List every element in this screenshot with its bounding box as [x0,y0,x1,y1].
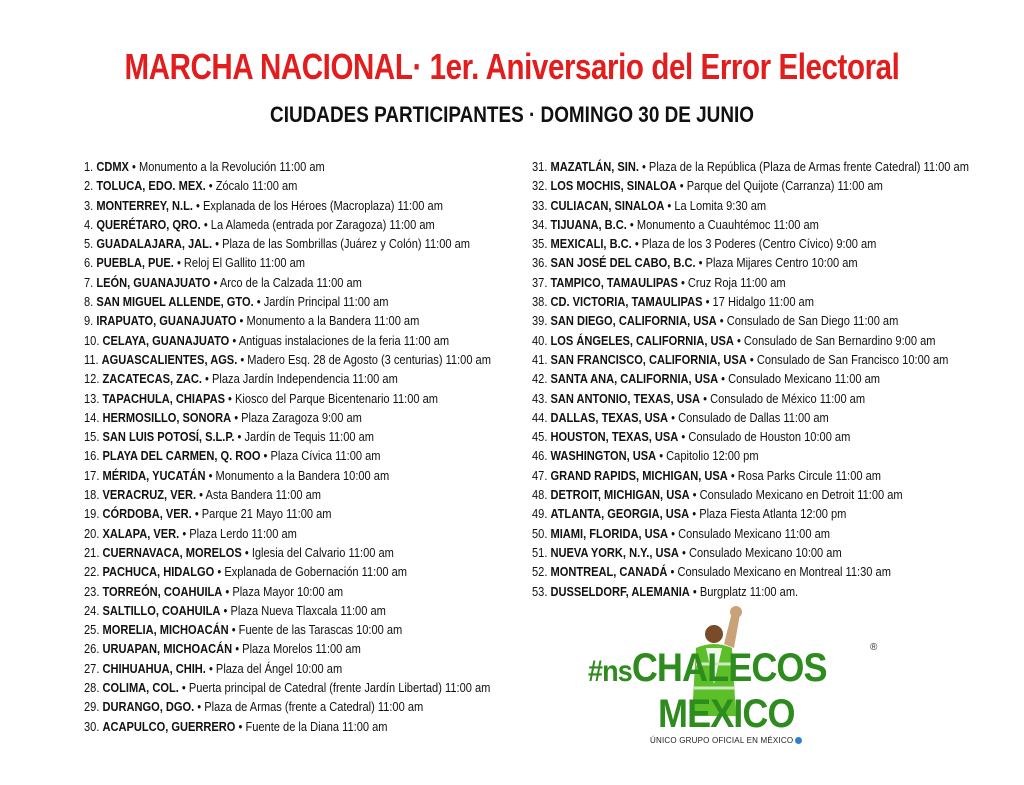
city-name: ATLANTA, GEORGIA, USA [550,506,690,522]
city-row [84,196,491,215]
city-row [84,678,491,697]
city-name: TAMPICO, TAMAULIPAS [550,274,678,290]
city-row [532,389,969,408]
city-venue-time: • Fuente de las Tarascas 10:00 am [228,622,403,638]
logo [588,604,888,764]
city-venue-time: • Monumento a Cuauhtémoc 11:00 am [626,216,819,232]
city-venue-time: • Plaza Lerdo 11:00 am [179,525,297,541]
city-venue-time: • Antiguas instalaciones de la feria 11:00 am [229,332,450,348]
city-number: 10. [84,332,100,348]
city-number: 20. [84,525,100,541]
city-name: ACAPULCO, GUERRERO [102,718,236,734]
city-name: MÉRIDA, YUCATÁN [102,467,206,483]
city-number: 29. [84,699,100,715]
city-venue-time: • Plaza de las Sombrillas (Juárez y Colón) 11:00 am [212,236,470,252]
city-venue-time: • Consulado Mexicano 11:00 am [668,525,830,541]
city-number: 31. [532,159,548,174]
city-name: SAN LUIS POTOSÍ, S.L.P. [102,429,235,445]
city-venue-time: • 17 Hidalgo 11:00 am [702,294,814,310]
city-number: 42. [532,371,548,387]
city-name: LEÓN, GUANAJUATO [96,274,211,290]
city-number: 26. [84,641,100,657]
city-name: ZACATECAS, ZAC. [102,371,202,387]
city-name: DURANGO, DGO. [102,699,195,715]
city-number: 33. [532,197,548,213]
city-venue-time: • Monumento a la Bandera 10:00 am [205,467,390,483]
city-row [84,446,491,465]
city-venue-time: • Explanada de Gobernación 11:00 am [214,564,408,580]
city-name: CHIHUAHUA, CHIH. [102,660,206,676]
city-number: 45. [532,429,548,445]
city-row [84,273,491,292]
registered-mark: ® [870,642,878,653]
city-row [532,485,969,504]
city-number: 32. [532,178,548,194]
city-venue-time: • Plaza de Armas (frente a Catedral) 11:00 am [194,699,424,715]
city-name: PLAYA DEL CARMEN, Q. ROO [102,448,261,464]
city-venue-time: • Consulado de San Francisco 10:00 am [746,351,949,367]
city-name: CÓRDOBA, VER. [102,506,192,522]
city-venue-time: • Puerta principal de Catedral (frente Jardín Libertad) 11:00 am [178,680,491,696]
city-name: SAN JOSÉ DEL CABO, B.C. [550,255,696,271]
city-row [84,620,491,639]
city-name: CD. VICTORIA, TAMAULIPAS [550,294,703,310]
city-venue-time: • Kiosco del Parque Bicentenario 11:00 am [224,390,439,406]
city-venue-time: • Consulado de San Diego 11:00 am [716,313,899,329]
logo-line1: CHALECOS [631,646,827,690]
city-venue-time: • Plaza Morelos 11:00 am [232,641,361,657]
city-number: 3. [84,197,94,213]
city-name: SAN ANTONIO, TEXAS, USA [550,390,701,406]
city-row [84,582,491,601]
page-subtitle: CIUDADES PARTICIPANTES · DOMINGO 30 DE JUNIO [270,102,754,127]
city-row [84,234,491,253]
city-row [532,331,969,350]
city-number: 2. [84,178,94,194]
city-row [532,524,969,543]
city-name: CELAYA, GUANAJUATO [102,332,230,348]
city-number: 38. [532,294,548,310]
city-number: 30. [84,718,100,734]
city-number: 21. [84,544,100,560]
city-name: CULIACAN, SINALOA [550,197,665,213]
city-number: 24. [84,602,100,618]
city-row [84,504,491,523]
city-number: 48. [532,487,548,503]
city-number: 5. [84,236,94,252]
city-row [84,485,491,504]
city-venue-time: • Rosa Parks Circule 11:00 am [727,467,882,483]
city-name: TORREÓN, COAHUILA [102,583,223,599]
city-name: MAZATLÁN, SIN. [550,159,639,174]
city-venue-time: • Consulado de México 11:00 am [700,390,866,406]
logo-prefix: #ns [588,655,632,688]
city-name: TAPACHULA, CHIAPAS [102,390,225,406]
city-venue-time: • Cruz Roja 11:00 am [677,274,786,290]
city-number: 47. [532,467,548,483]
city-number: 8. [84,294,94,310]
city-name: MONTREAL, CANADÁ [550,564,668,580]
city-row [84,176,491,195]
city-row [532,292,969,311]
city-number: 16. [84,448,100,464]
city-number: 49. [532,506,548,522]
city-number: 43. [532,390,548,406]
city-venue-time: • Fuente de la Diana 11:00 am [235,718,388,734]
city-number: 13. [84,390,100,406]
logo-line2: MEXICO [658,692,795,736]
city-name: SAN DIEGO, CALIFORNIA, USA [550,313,717,329]
city-row [532,408,969,427]
city-name: GUADALAJARA, JAL. [96,236,213,252]
page-title: MARCHA NACIONAL· 1er. Aniversario del Error Electoral [124,46,900,87]
city-venue-time: • Explanada de los Héroes (Macroplaza) 11:00 am [192,197,443,213]
city-venue-time: • Monumento a la Bandera 11:00 am [236,313,420,329]
city-venue-time: • Reloj El Gallito 11:00 am [173,255,306,271]
logo-tagline-text: ÚNICO GRUPO OFICIAL EN MÉXICO [650,736,794,745]
city-number: 51. [532,544,548,560]
city-venue-time: • Consulado Mexicano 10:00 am [678,544,842,560]
city-name: MORELIA, MICHOACÁN [102,622,229,638]
city-number: 15. [84,429,100,445]
city-row [84,350,491,369]
city-number: 41. [532,351,548,367]
city-number: 46. [532,448,548,464]
city-name: DALLAS, TEXAS, USA [550,409,669,425]
city-row [532,504,969,523]
city-name: CDMX [96,159,129,174]
city-venue-time: • Zócalo 11:00 am [205,178,298,194]
city-number: 39. [532,313,548,329]
city-row [84,697,491,716]
city-name: GRAND RAPIDS, MICHIGAN, USA [550,467,728,483]
city-venue-time: • Consulado Mexicano en Montreal 11:30 am [667,564,891,580]
city-name: SAN MIGUEL ALLENDE, GTO. [96,294,254,310]
city-row [84,215,491,234]
city-name: NUEVA YORK, N.Y., USA [550,544,679,560]
city-name: CUERNAVACA, MORELOS [102,544,242,560]
city-row [84,717,491,736]
city-venue-time: • Consulado Mexicano 11:00 am [718,371,881,387]
city-name: DUSSELDORF, ALEMANIA [550,583,690,599]
cities-list-left [84,157,568,736]
city-row [84,157,491,176]
city-row [84,408,491,427]
city-venue-time: • Consulado de San Bernardino 9:00 am [733,332,936,348]
city-name: SANTA ANA, CALIFORNIA, USA [550,371,719,387]
city-venue-time: • La Alameda (entrada por Zaragoza) 11:00 am [200,216,435,232]
city-name: SALTILLO, COAHUILA [102,602,221,618]
city-venue-time: • Consulado de Dallas 11:00 am [668,409,829,425]
city-venue-time: • Plaza Cívica 11:00 am [260,448,381,464]
city-number: 40. [532,332,548,348]
city-row [532,273,969,292]
city-row [84,659,491,678]
city-number: 17. [84,467,100,483]
city-row [84,466,491,485]
logo-tagline [650,736,802,745]
city-venue-time: • Plaza de la República (Plaza de Armas frente Catedral) 11:00 am [638,159,969,174]
city-number: 11. [84,351,99,367]
city-row [532,253,969,272]
city-venue-time: • Parque del Quijote (Carranza) 11:00 am [676,178,883,194]
city-venue-time: • Plaza de los 3 Poderes (Centro Cívico) 9:00 am [631,236,877,252]
city-name: MIAMI, FLORIDA, USA [550,525,669,541]
city-name: TIJUANA, B.C. [550,216,627,232]
city-row [532,466,969,485]
city-row [532,215,969,234]
city-name: HOUSTON, TEXAS, USA [550,429,679,445]
city-name: URUAPAN, MICHOACÁN [102,641,233,657]
city-venue-time: • Arco de la Calzada 11:00 am [210,274,362,290]
city-number: 4. [84,216,94,232]
city-venue-time: • Monumento a la Revolución 11:00 am [128,159,325,174]
city-name: LOS MOCHIS, SINALOA [550,178,677,194]
logo-wordmark-top [588,646,827,691]
city-row [84,562,491,581]
city-row [532,176,969,195]
city-number: 19. [84,506,100,522]
city-venue-time: • La Lomita 9:30 am [664,197,767,213]
city-venue-time: • Plaza Zaragoza 9:00 am [231,409,362,425]
city-name: AGUASCALIENTES, AGS. [101,351,238,367]
city-row [532,196,969,215]
city-row [84,524,491,543]
city-row [84,311,491,330]
city-name: WASHINGTON, USA [550,448,657,464]
city-number: 37. [532,274,548,290]
city-row [532,543,969,562]
city-row [532,234,969,253]
city-number: 18. [84,487,100,503]
city-row [532,157,969,176]
city-venue-time: • Asta Bandera 11:00 am [196,487,322,503]
city-row [84,543,491,562]
city-row [532,311,969,330]
city-name: MONTERREY, N.L. [96,197,193,213]
city-row [84,639,491,658]
city-row [84,292,491,311]
city-venue-time: • Plaza Nueva Tlaxcala 11:00 am [220,602,386,618]
city-venue-time: • Capitolio 12:00 pm [656,448,759,464]
city-number: 14. [84,409,100,425]
city-name: DETROIT, MICHIGAN, USA [550,487,690,503]
city-venue-time: • Consulado de Houston 10:00 am [678,429,851,445]
city-row [84,369,491,388]
city-row [84,427,491,446]
city-number: 35. [532,236,548,252]
city-number: 1. [84,159,94,174]
city-number: 28. [84,680,100,696]
city-row [532,427,969,446]
city-venue-time: • Jardín de Tequis 11:00 am [234,429,375,445]
city-number: 6. [84,255,94,271]
city-name: QUERÉTARO, QRO. [96,216,201,232]
city-number: 22. [84,564,100,580]
city-number: 34. [532,216,548,232]
verified-check-icon [795,737,802,744]
city-number: 25. [84,622,100,638]
city-venue-time: • Plaza Jardín Independencia 11:00 am [201,371,398,387]
city-row [532,350,969,369]
city-venue-time: • Plaza Mijares Centro 10:00 am [695,255,858,271]
city-row [532,562,969,581]
city-number: 53. [532,583,548,599]
city-venue-time: • Jardín Principal 11:00 am [253,294,389,310]
city-name: COLIMA, COL. [102,680,179,696]
city-number: 50. [532,525,548,541]
city-venue-time: • Plaza Mayor 10:00 am [222,583,344,599]
city-row [532,446,969,465]
cities-list-right [532,157,1024,601]
city-name: PUEBLA, PUE. [96,255,174,271]
city-name: MEXICALI, B.C. [550,236,632,252]
city-number: 9. [84,313,94,329]
city-venue-time: • Parque 21 Mayo 11:00 am [191,506,332,522]
city-number: 12. [84,371,100,387]
city-row [532,369,969,388]
city-venue-time: • Consulado Mexicano en Detroit 11:00 am [689,487,903,503]
city-row [84,331,491,350]
city-number: 44. [532,409,548,425]
city-venue-time: • Burgplatz 11:00 am. [689,583,799,599]
city-row [532,582,969,601]
city-venue-time: • Plaza Fiesta Atlanta 12:00 pm [689,506,847,522]
city-number: 27. [84,660,100,676]
city-number: 52. [532,564,548,580]
city-number: 23. [84,583,100,599]
city-name: IRAPUATO, GUANAJUATO [96,313,237,329]
city-venue-time: • Iglesia del Calvario 11:00 am [241,544,394,560]
city-name: XALAPA, VER. [102,525,180,541]
city-name: TOLUCA, EDO. MEX. [96,178,206,194]
city-name: SAN FRANCISCO, CALIFORNIA, USA [550,351,747,367]
city-number: 36. [532,255,548,271]
city-row [84,253,491,272]
city-name: VERACRUZ, VER. [102,487,197,503]
city-venue-time: • Plaza del Ángel 10:00 am [205,660,343,676]
city-venue-time: • Madero Esq. 28 de Agosto (3 centurias) 11:00 am [237,351,491,367]
city-row [84,389,491,408]
city-name: PACHUCA, HIDALGO [102,564,215,580]
city-number: 7. [84,274,94,290]
city-name: HERMOSILLO, SONORA [102,409,232,425]
city-row [84,601,491,620]
city-name: LOS ÁNGELES, CALIFORNIA, USA [550,332,734,348]
